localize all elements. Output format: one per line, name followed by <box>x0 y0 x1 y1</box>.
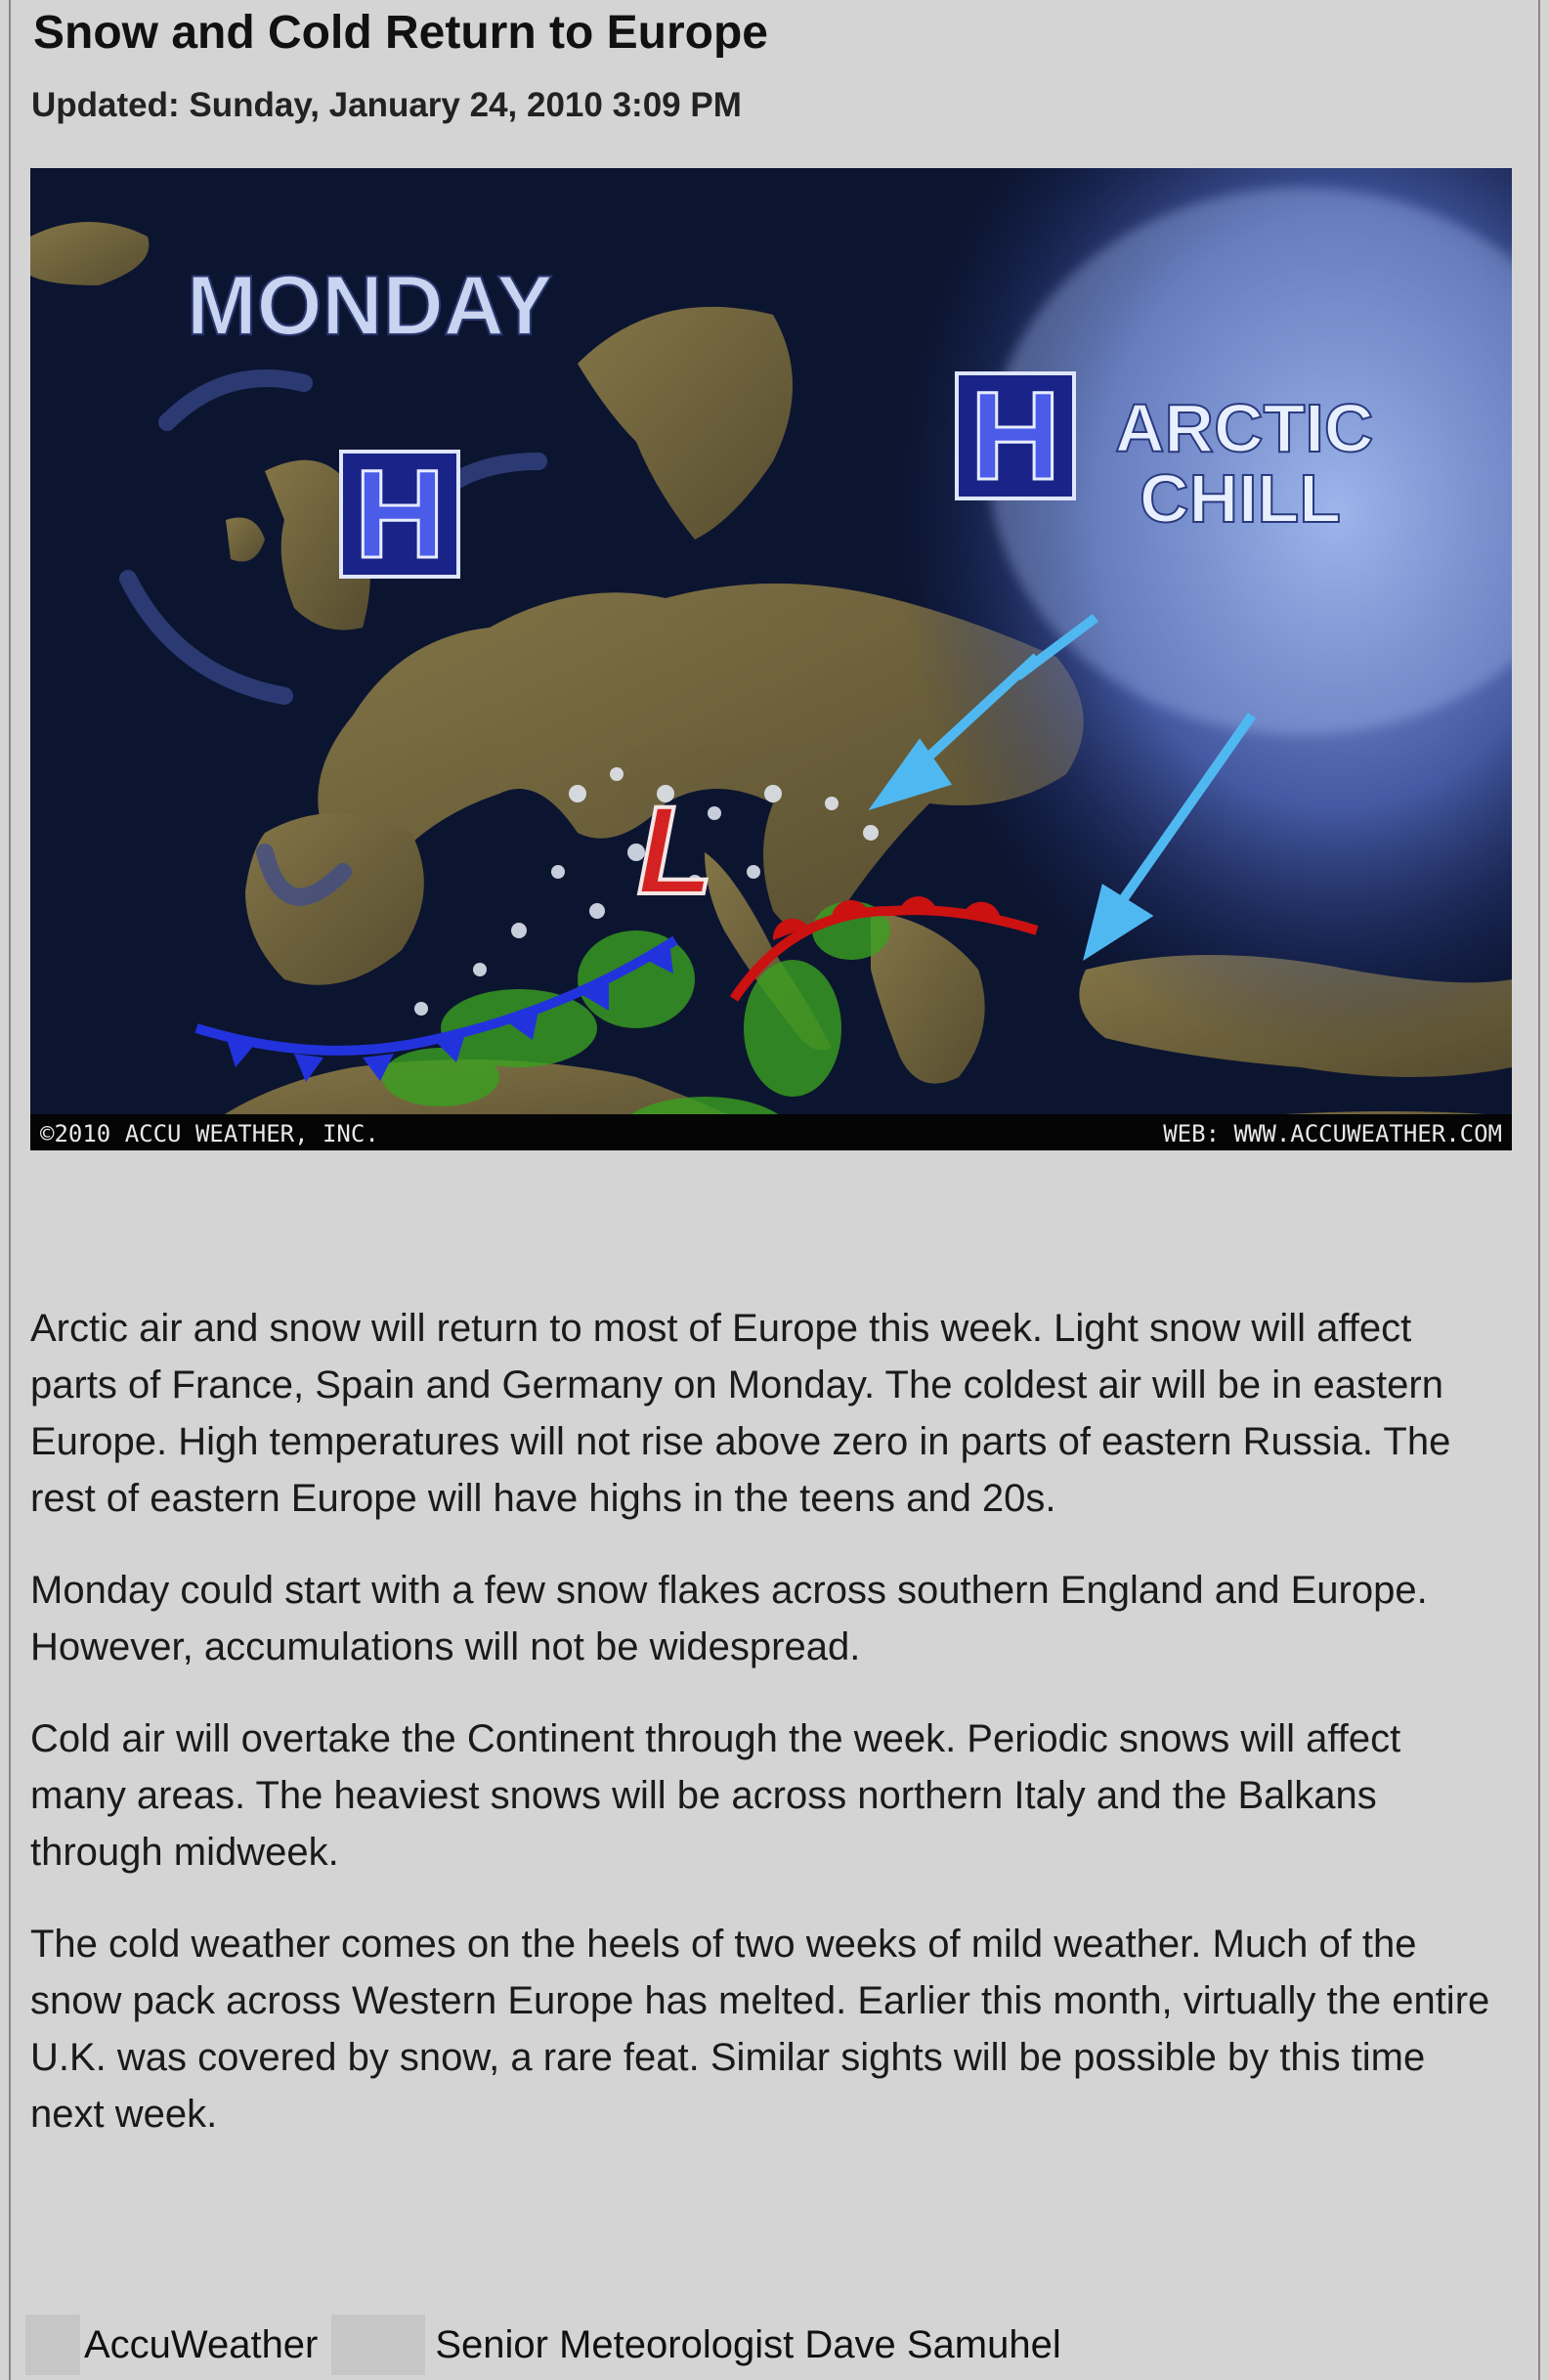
article-paragraph: The cold weather comes on the heels of two weeks of mild weather. Much of the snow pack across Western Europe has melted. Earlier this month, virtually the entire U.K. was covered by snow, a rare feat. Similar sights will be possible by this time next week. <box>30 1923 1490 2136</box>
high-pressure-west-label: H <box>354 445 446 584</box>
high-pressure-east <box>957 367 1074 506</box>
arctic-chill-line1: ARCTIC <box>1115 390 1374 466</box>
byline-spacer <box>25 2315 80 2375</box>
article-paragraph: Monday could start with a few snow flakes across southern England and Europe. However, accumulations will not be widespread. <box>30 1569 1428 1668</box>
arctic-chill-line2: CHILL <box>1140 460 1342 537</box>
article-paragraph: Cold air will overtake the Continent through the week. Periodic snows will affect many areas. The heaviest snows will be across northern Italy and the Balkans through midweek. <box>30 1717 1401 1874</box>
map-copyright: ©2010 ACCU WEATHER, INC. <box>40 1120 379 1147</box>
article-byline <box>25 2315 1530 2375</box>
article-body <box>30 1300 1496 2178</box>
article-title: Snow and Cold Return to Europe <box>33 7 768 59</box>
byline-source: AccuWeather <box>84 2323 319 2366</box>
weather-map <box>30 168 1512 1150</box>
byline-spacer <box>331 2315 425 2375</box>
article-paragraph: Arctic air and snow will return to most of Europe this week. Light snow will affect parts of France, Spain and Germany on Monday. The coldest air will be in eastern Europe. High temperatures will not rise above zero in parts of eastern Russia. The rest of eastern Europe will have highs in the teens and 20s. <box>30 1307 1451 1520</box>
high-pressure-east-label: H <box>969 367 1061 506</box>
map-web: WEB: WWW.ACCUWEATHER.COM <box>1163 1120 1502 1147</box>
byline-author: Senior Meteorologist Dave Samuhel <box>435 2323 1061 2366</box>
map-day-label: MONDAY <box>187 259 553 353</box>
updated-timestamp: Updated: Sunday, January 24, 2010 3:09 PM <box>31 86 742 124</box>
low-pressure-label: L <box>636 781 714 921</box>
high-pressure-west <box>341 445 458 584</box>
